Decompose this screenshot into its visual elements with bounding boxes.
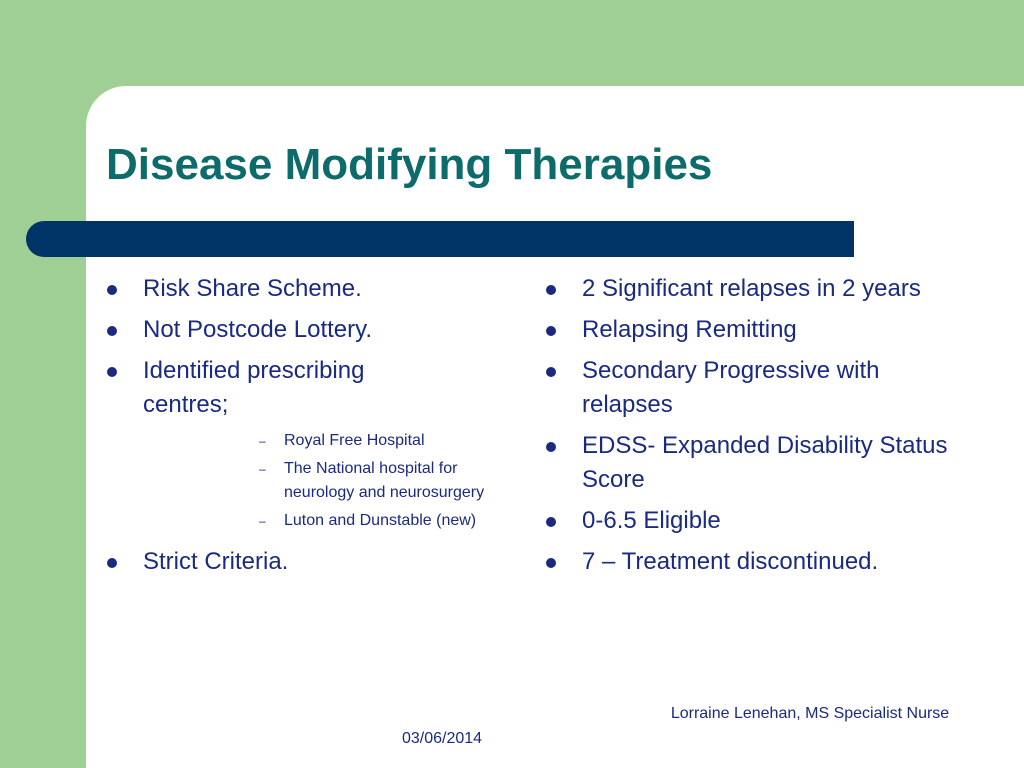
bullet-text: Secondary Progressive with relapses [582,357,880,418]
bullet-item [543,429,963,497]
sub-list-item [104,509,477,533]
left-bullet-list [104,272,485,586]
green-left-strip [0,0,86,768]
bullet-item [104,272,434,306]
bullet-text: EDSS- Expanded Disability Status Score [582,432,948,493]
bullet-dot-icon [107,558,117,568]
bullet-text: 2 Significant relapses in 2 years [582,275,921,302]
bullet-dot-icon [546,517,556,527]
bullet-item [543,354,963,422]
bullet-dot-icon [546,558,556,568]
sub-item-text: The National hospital for neurology and neurosurgery [284,460,485,501]
bullet-item [104,354,434,422]
bullet-dot-icon [546,326,556,336]
bullet-dot-icon [546,367,556,377]
bullet-dot-icon [546,442,556,452]
footer-date: 03/06/2014 [402,730,483,747]
bullet-text: Risk Share Scheme. [143,275,362,302]
bullet-item [543,545,963,579]
bullet-dot-icon [107,326,117,336]
bullet-item [543,313,963,347]
bullet-text: Relapsing Remitting [582,316,797,343]
dash-icon: – [259,434,266,448]
dash-icon: – [259,514,266,528]
bullet-item [104,313,434,347]
bullet-dot-icon [107,367,117,377]
sub-item-text: Luton and Dunstable (new) [284,512,477,529]
title-underline-bar [26,221,854,257]
footer-author: Lorraine Lenehan, MS Specialist Nurse [670,705,950,722]
bullet-dot-icon [107,285,117,295]
dash-icon: – [259,462,266,476]
sub-list-container [104,429,485,533]
bullet-text: Strict Criteria. [143,548,289,575]
bullet-item [543,504,963,538]
bullet-text: Identified prescribing centres; [143,357,365,418]
bullet-text: Not Postcode Lottery. [143,316,373,343]
sub-list-item [104,457,485,505]
bullet-text: 0-6.5 Eligible [582,507,721,534]
prescribing-centres-list [104,429,485,533]
right-bullet-list [543,272,963,586]
bullet-item [104,545,434,579]
sub-item-text: Royal Free Hospital [284,432,425,449]
bullet-dot-icon [546,285,556,295]
sub-list-item [104,429,434,453]
bullet-text: 7 – Treatment discontinued. [582,548,879,575]
bullet-item [543,272,963,306]
slide-title: Disease Modifying Therapies [106,140,713,189]
